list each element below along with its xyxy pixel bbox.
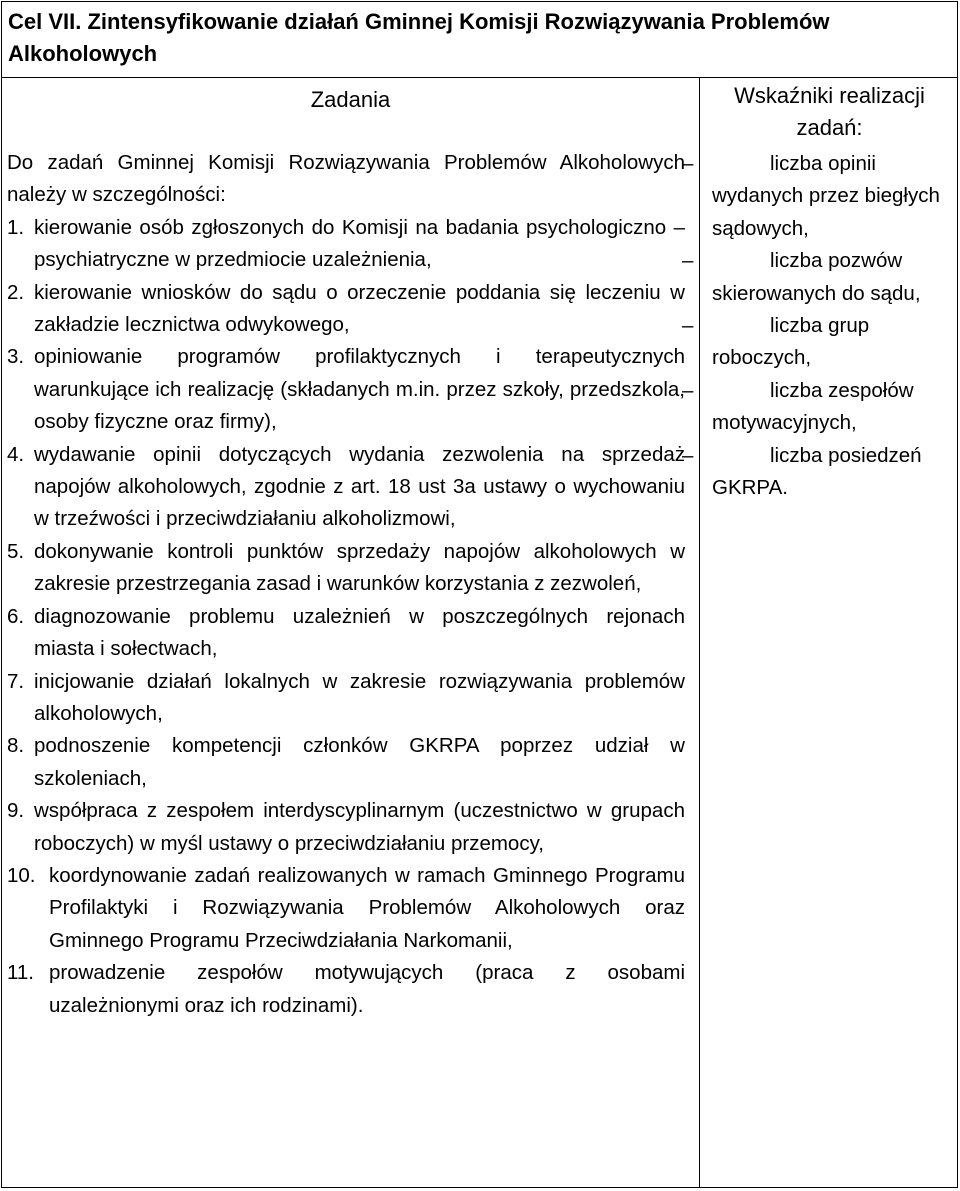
task-number: 4. <box>7 442 25 466</box>
task-text: opiniowanie programów profilaktycznych i terapeutycznych warunkujące ich realizację (składanych m.in. przez szkoły, przedszkola, osoby fizyczne oraz firmy), <box>34 345 685 434</box>
indicator-label: liczba grup <box>770 314 870 338</box>
task-number: 10. <box>7 863 36 887</box>
tasks-intro: Do zadań Gminnej Komisji Rozwiązywania Problemów Alkoholowych należy w szczególności: <box>7 151 685 207</box>
task-number: 1. <box>7 215 25 239</box>
task-number: 3. <box>7 345 25 369</box>
indicator-label: liczba posiedzeń <box>770 443 922 467</box>
indicators-cell <box>682 148 959 504</box>
task-text: kierowanie wniosków do sądu o orzeczenie poddania się leczeniu w zakładzie lecznictwa odwykowego, <box>34 280 685 337</box>
indicator-description: skierowanych do sądu, <box>712 281 921 305</box>
task-text: wydawanie opinii dotyczących wydania zezwolenia na sprzedaż napojów alkoholowych, zgodnie z art. 18 ust 3a ustawy o wychowaniu w trzeźwości i przeciwdziałaniu alkoholizmowi, <box>34 442 685 531</box>
task-text: koordynowanie zadań realizowanych w ramach Gminnego Programu Profilaktyki i Rozwiązywania Problemów Alkoholowych oraz Gminnego Programu Przeciwdziałania Narkomanii, <box>49 863 685 952</box>
task-item <box>7 341 685 438</box>
task-item <box>7 730 685 795</box>
indicator-description: motywacyjnych, <box>712 411 857 435</box>
task-number: 9. <box>7 799 25 823</box>
dash-bullet: – <box>682 249 694 273</box>
indicator-list <box>682 148 959 504</box>
indicator-item <box>682 440 959 505</box>
task-number: 5. <box>7 539 25 563</box>
indicator-item <box>682 245 959 310</box>
task-number: 8. <box>7 734 25 758</box>
indicators-header: Wskaźniki realizacji zadań: <box>734 83 925 140</box>
task-item <box>7 795 685 860</box>
task-text: podnoszenie kompetencji członków GKRPA poprzez udział w szkoleniach, <box>34 734 685 790</box>
tasks-cell <box>7 147 685 1022</box>
task-item <box>7 957 685 1022</box>
task-text: diagnozowanie problemu uzależnień w poszczególnych rejonach miasta i sołectwach, <box>34 604 685 661</box>
task-item <box>7 666 685 731</box>
indicator-item <box>682 375 959 440</box>
task-text: współpraca z zespołem interdyscyplinarnym (uczestnictwo w grupach roboczych) w myśl ustawy o przeciwdziałaniu przemocy, <box>34 799 685 855</box>
task-text: prowadzenie zespołów motywujących (praca z osobami uzależnionymi oraz ich rodzinami). <box>49 961 685 1017</box>
task-item <box>7 601 685 666</box>
task-item <box>7 860 685 957</box>
task-item <box>7 212 685 277</box>
task-number: 6. <box>7 604 25 628</box>
task-number: 11. <box>7 961 34 985</box>
indicator-description: GKRPA. <box>712 476 788 500</box>
indicator-label: liczba zespołów <box>770 378 914 402</box>
task-item <box>7 439 685 536</box>
task-item <box>7 536 685 601</box>
dash-bullet: – <box>682 443 694 467</box>
section-title: Cel VII. Zintensyfikowanie działań Gminnej Komisji Rozwiązywania Problemów Alkoholowych <box>8 9 830 66</box>
task-number: 7. <box>7 669 25 693</box>
indicator-item <box>682 148 959 245</box>
task-item <box>7 277 685 342</box>
goal-table <box>1 1 958 1188</box>
indicator-description: roboczych, <box>712 346 812 370</box>
task-number: 2. <box>7 280 25 304</box>
indicator-description: wydanych przez biegłych sądowych, <box>712 184 940 240</box>
task-text: inicjowanie działań lokalnych w zakresie rozwiązywania problemów alkoholowych, <box>34 669 685 725</box>
tasks-header: Zadania <box>310 87 391 112</box>
indicator-label: liczba pozwów <box>770 249 903 273</box>
task-text: kierowanie osób zgłoszonych do Komisji na badania psychologiczno – psychiatryczne w przedmiocie uzależnienia, <box>34 215 685 272</box>
dash-bullet: – <box>682 378 694 402</box>
title-row <box>2 2 957 78</box>
task-list <box>7 212 685 1022</box>
task-text: dokonywanie kontroli punktów sprzedaży napojów alkoholowych w zakresie przestrzegania zasad i warunków korzystania z zezwoleń, <box>34 539 685 596</box>
indicator-label: liczba opinii <box>770 152 876 175</box>
dash-bullet: – <box>682 314 694 338</box>
indicator-item <box>682 310 959 375</box>
dash-bullet: – <box>682 152 694 175</box>
